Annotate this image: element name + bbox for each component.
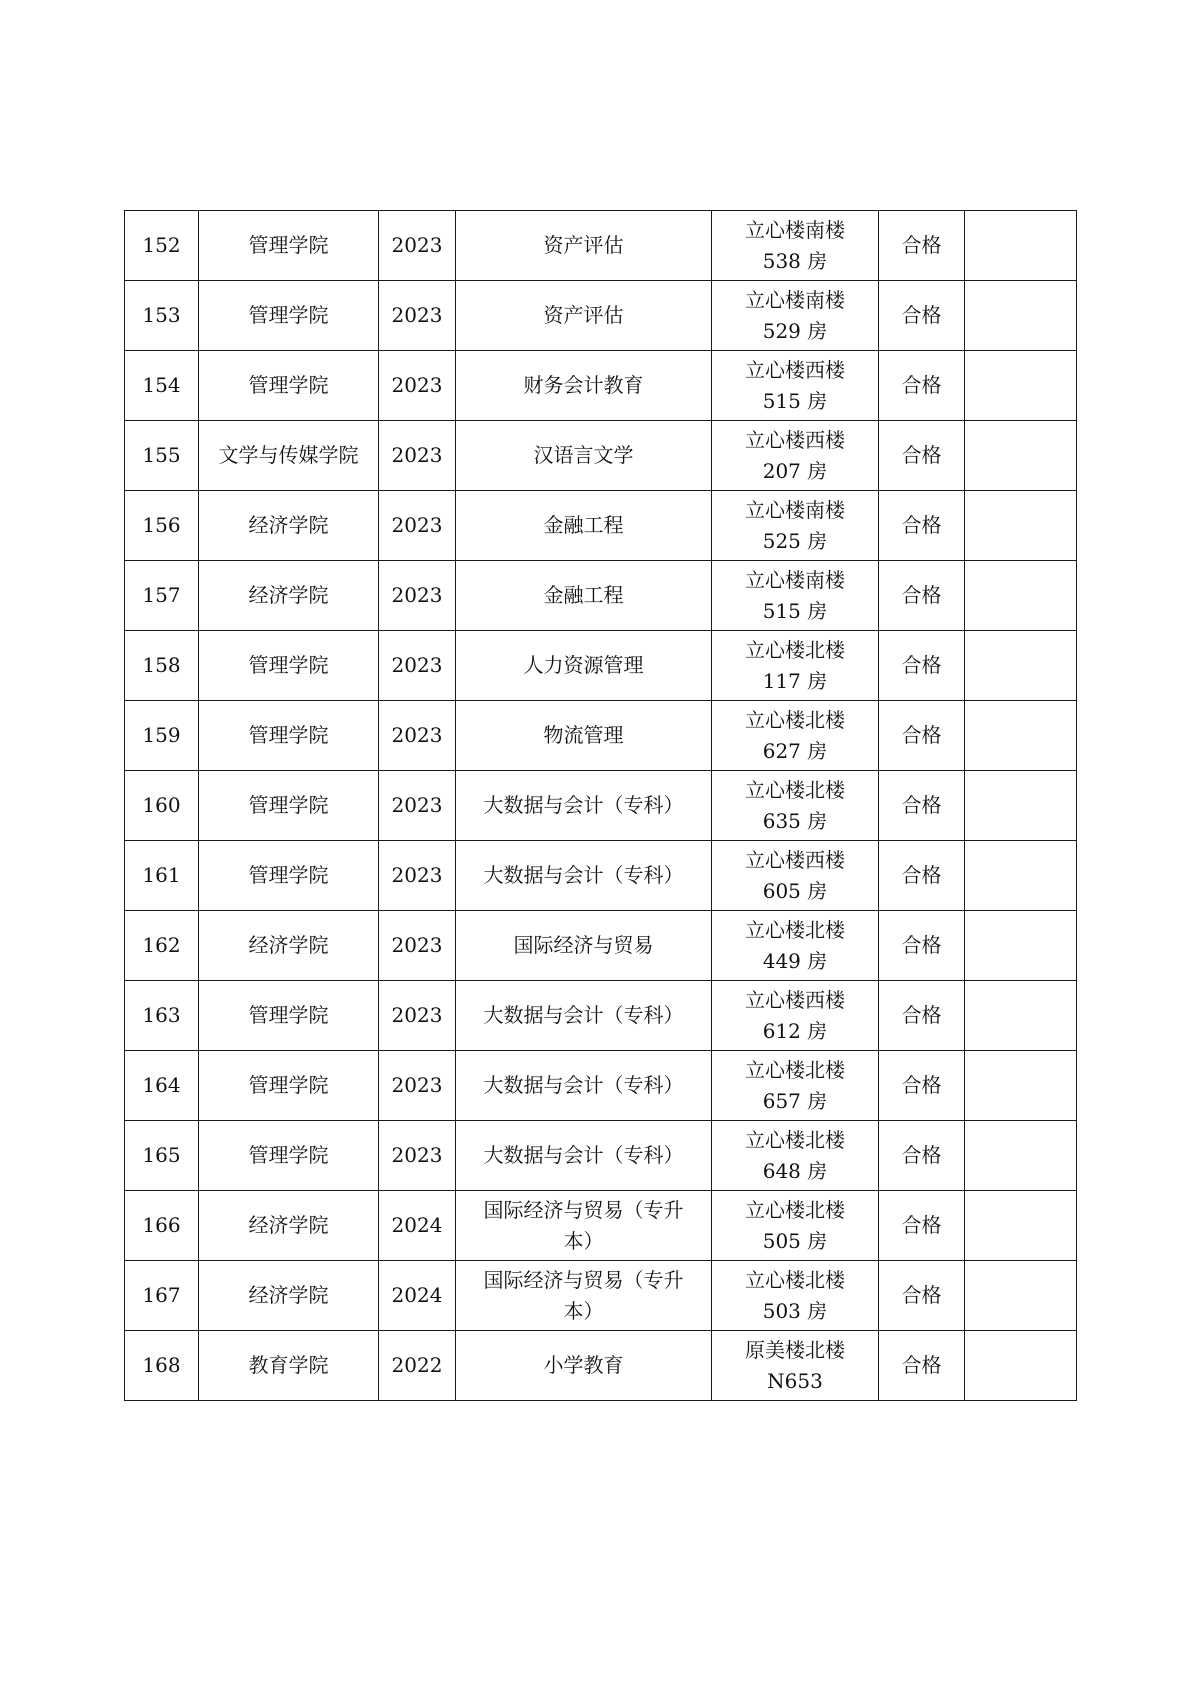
table-row xyxy=(125,561,1077,631)
major-cell xyxy=(456,491,712,561)
major-text: 国际经济与贸易（专升本） xyxy=(483,1197,684,1253)
result-cell: 合格 xyxy=(879,981,965,1051)
year-cell: 2023 xyxy=(379,981,456,1051)
major-cell xyxy=(456,841,712,911)
room-building: 立心楼北楼 xyxy=(745,1197,845,1222)
year-cell: 2024 xyxy=(379,1191,456,1261)
table-row xyxy=(125,1191,1077,1261)
table-row xyxy=(125,1051,1077,1121)
row-number-cell: 164 xyxy=(125,1051,199,1121)
result-cell: 合格 xyxy=(879,561,965,631)
college-cell: 文学与传媒学院 xyxy=(199,421,379,491)
college-cell: 管理学院 xyxy=(199,981,379,1051)
college-cell: 管理学院 xyxy=(199,351,379,421)
row-number-cell: 167 xyxy=(125,1261,199,1331)
major-text: 金融工程 xyxy=(543,513,624,537)
year-cell: 2023 xyxy=(379,211,456,281)
major-cell xyxy=(456,281,712,351)
row-number-cell: 165 xyxy=(125,1121,199,1191)
room-number: 648 房 xyxy=(762,1158,828,1183)
result-cell: 合格 xyxy=(879,1051,965,1121)
note-cell xyxy=(965,631,1077,701)
note-cell xyxy=(965,351,1077,421)
college-cell: 经济学院 xyxy=(199,491,379,561)
result-cell: 合格 xyxy=(879,1261,965,1331)
row-number-cell: 158 xyxy=(125,631,199,701)
table-row xyxy=(125,211,1077,281)
note-cell xyxy=(965,841,1077,911)
room-building: 立心楼西楼 xyxy=(745,357,845,382)
room-building: 立心楼北楼 xyxy=(745,1127,845,1152)
college-cell: 管理学院 xyxy=(199,1051,379,1121)
major-cell xyxy=(456,701,712,771)
result-cell: 合格 xyxy=(879,631,965,701)
major-text: 大数据与会计（专科） xyxy=(483,1003,684,1027)
result-cell: 合格 xyxy=(879,211,965,281)
room-cell xyxy=(712,421,879,491)
room-cell xyxy=(712,631,879,701)
room-building: 立心楼西楼 xyxy=(745,847,845,872)
major-cell xyxy=(456,1191,712,1261)
note-cell xyxy=(965,981,1077,1051)
year-cell: 2024 xyxy=(379,1261,456,1331)
room-cell xyxy=(712,911,879,981)
note-cell xyxy=(965,701,1077,771)
table-row xyxy=(125,701,1077,771)
room-cell xyxy=(712,351,879,421)
room-cell xyxy=(712,1191,879,1261)
major-text: 大数据与会计（专科） xyxy=(483,1073,684,1097)
room-cell xyxy=(712,771,879,841)
year-cell: 2023 xyxy=(379,841,456,911)
room-number: 449 房 xyxy=(762,948,828,973)
college-cell: 管理学院 xyxy=(199,841,379,911)
table-row xyxy=(125,1121,1077,1191)
note-cell xyxy=(965,1261,1077,1331)
note-cell xyxy=(965,561,1077,631)
row-number-cell: 159 xyxy=(125,701,199,771)
room-building: 立心楼北楼 xyxy=(745,1267,845,1292)
major-text: 大数据与会计（专科） xyxy=(483,863,684,887)
major-text: 人力资源管理 xyxy=(523,653,644,677)
major-text: 资产评估 xyxy=(543,233,624,257)
result-cell: 合格 xyxy=(879,421,965,491)
result-cell: 合格 xyxy=(879,281,965,351)
room-cell xyxy=(712,701,879,771)
room-building: 立心楼北楼 xyxy=(745,637,845,662)
row-number-cell: 153 xyxy=(125,281,199,351)
result-cell: 合格 xyxy=(879,911,965,981)
college-cell: 管理学院 xyxy=(199,1121,379,1191)
room-cell xyxy=(712,281,879,351)
year-cell: 2022 xyxy=(379,1331,456,1401)
room-number: 529 房 xyxy=(762,318,828,343)
row-number-cell: 154 xyxy=(125,351,199,421)
note-cell xyxy=(965,771,1077,841)
room-number: 515 房 xyxy=(762,598,828,623)
room-number: 503 房 xyxy=(762,1298,828,1323)
college-cell: 管理学院 xyxy=(199,631,379,701)
major-text: 大数据与会计（专科） xyxy=(483,793,684,817)
room-number: 627 房 xyxy=(762,738,828,763)
major-cell xyxy=(456,771,712,841)
major-cell xyxy=(456,1121,712,1191)
year-cell: 2023 xyxy=(379,281,456,351)
table-row xyxy=(125,351,1077,421)
note-cell xyxy=(965,1331,1077,1401)
year-cell: 2023 xyxy=(379,771,456,841)
year-cell: 2023 xyxy=(379,491,456,561)
result-cell: 合格 xyxy=(879,1191,965,1261)
room-number: 117 房 xyxy=(762,668,828,693)
room-number: 207 房 xyxy=(762,458,828,483)
table-row xyxy=(125,1331,1077,1401)
note-cell xyxy=(965,421,1077,491)
table-row xyxy=(125,421,1077,491)
college-cell: 经济学院 xyxy=(199,1191,379,1261)
table-body xyxy=(125,211,1077,1401)
room-cell xyxy=(712,561,879,631)
room-number: 505 房 xyxy=(762,1228,828,1253)
major-cell xyxy=(456,631,712,701)
row-number-cell: 157 xyxy=(125,561,199,631)
result-cell: 合格 xyxy=(879,351,965,421)
room-building: 原美楼北楼 xyxy=(745,1337,845,1362)
room-building: 立心楼南楼 xyxy=(745,567,845,592)
room-number: 538 房 xyxy=(762,248,828,273)
major-text: 国际经济与贸易（专升本） xyxy=(483,1267,684,1323)
note-cell xyxy=(965,1121,1077,1191)
table-row xyxy=(125,981,1077,1051)
room-cell xyxy=(712,1121,879,1191)
major-cell xyxy=(456,211,712,281)
college-cell: 经济学院 xyxy=(199,1261,379,1331)
major-text: 小学教育 xyxy=(543,1353,624,1377)
row-number-cell: 152 xyxy=(125,211,199,281)
row-number-cell: 160 xyxy=(125,771,199,841)
room-number: 612 房 xyxy=(762,1018,828,1043)
room-building: 立心楼北楼 xyxy=(745,1057,845,1082)
major-cell xyxy=(456,911,712,981)
table-row xyxy=(125,841,1077,911)
room-cell xyxy=(712,981,879,1051)
year-cell: 2023 xyxy=(379,351,456,421)
major-cell xyxy=(456,1261,712,1331)
result-cell: 合格 xyxy=(879,701,965,771)
major-cell xyxy=(456,561,712,631)
year-cell: 2023 xyxy=(379,1051,456,1121)
major-text: 财务会计教育 xyxy=(523,373,644,397)
result-cell: 合格 xyxy=(879,1121,965,1191)
room-cell xyxy=(712,1331,879,1401)
college-cell: 管理学院 xyxy=(199,701,379,771)
year-cell: 2023 xyxy=(379,421,456,491)
year-cell: 2023 xyxy=(379,561,456,631)
row-number-cell: 156 xyxy=(125,491,199,561)
room-building: 立心楼南楼 xyxy=(745,287,845,312)
room-cell xyxy=(712,491,879,561)
major-cell xyxy=(456,351,712,421)
major-text: 汉语言文学 xyxy=(533,443,634,467)
year-cell: 2023 xyxy=(379,701,456,771)
major-text: 资产评估 xyxy=(543,303,624,327)
room-number: 605 房 xyxy=(762,878,828,903)
college-cell: 经济学院 xyxy=(199,561,379,631)
table-row xyxy=(125,771,1077,841)
major-text: 大数据与会计（专科） xyxy=(483,1143,684,1167)
major-cell xyxy=(456,981,712,1051)
college-cell: 管理学院 xyxy=(199,281,379,351)
row-number-cell: 161 xyxy=(125,841,199,911)
room-cell xyxy=(712,1051,879,1121)
result-cell: 合格 xyxy=(879,491,965,561)
room-cell xyxy=(712,211,879,281)
room-number: 635 房 xyxy=(762,808,828,833)
row-number-cell: 166 xyxy=(125,1191,199,1261)
major-cell xyxy=(456,1331,712,1401)
result-cell: 合格 xyxy=(879,771,965,841)
room-building: 立心楼北楼 xyxy=(745,707,845,732)
college-cell: 教育学院 xyxy=(199,1331,379,1401)
year-cell: 2023 xyxy=(379,631,456,701)
room-number: 525 房 xyxy=(762,528,828,553)
note-cell xyxy=(965,491,1077,561)
room-building: 立心楼南楼 xyxy=(745,497,845,522)
year-cell: 2023 xyxy=(379,1121,456,1191)
major-text: 国际经济与贸易 xyxy=(513,933,654,957)
table-row xyxy=(125,281,1077,351)
note-cell xyxy=(965,211,1077,281)
table-row xyxy=(125,631,1077,701)
row-number-cell: 168 xyxy=(125,1331,199,1401)
college-cell: 管理学院 xyxy=(199,771,379,841)
note-cell xyxy=(965,1051,1077,1121)
major-text: 物流管理 xyxy=(543,723,624,747)
room-building: 立心楼北楼 xyxy=(745,777,845,802)
major-text: 金融工程 xyxy=(543,583,624,607)
table-row xyxy=(125,491,1077,561)
major-cell xyxy=(456,1051,712,1121)
college-cell: 经济学院 xyxy=(199,911,379,981)
result-cell: 合格 xyxy=(879,841,965,911)
room-building: 立心楼西楼 xyxy=(745,427,845,452)
table-row xyxy=(125,1261,1077,1331)
row-number-cell: 162 xyxy=(125,911,199,981)
room-building: 立心楼南楼 xyxy=(745,217,845,242)
year-cell: 2023 xyxy=(379,911,456,981)
note-cell xyxy=(965,281,1077,351)
row-number-cell: 163 xyxy=(125,981,199,1051)
major-cell xyxy=(456,421,712,491)
room-building: 立心楼西楼 xyxy=(745,987,845,1012)
result-cell: 合格 xyxy=(879,1331,965,1401)
room-number: N653 xyxy=(767,1368,823,1393)
inspection-table xyxy=(124,210,1077,1401)
room-cell xyxy=(712,841,879,911)
table-row xyxy=(125,911,1077,981)
row-number-cell: 155 xyxy=(125,421,199,491)
room-cell xyxy=(712,1261,879,1331)
college-cell: 管理学院 xyxy=(199,211,379,281)
room-number: 515 房 xyxy=(762,388,828,413)
room-number: 657 房 xyxy=(762,1088,828,1113)
room-building: 立心楼北楼 xyxy=(745,917,845,942)
note-cell xyxy=(965,911,1077,981)
note-cell xyxy=(965,1191,1077,1261)
